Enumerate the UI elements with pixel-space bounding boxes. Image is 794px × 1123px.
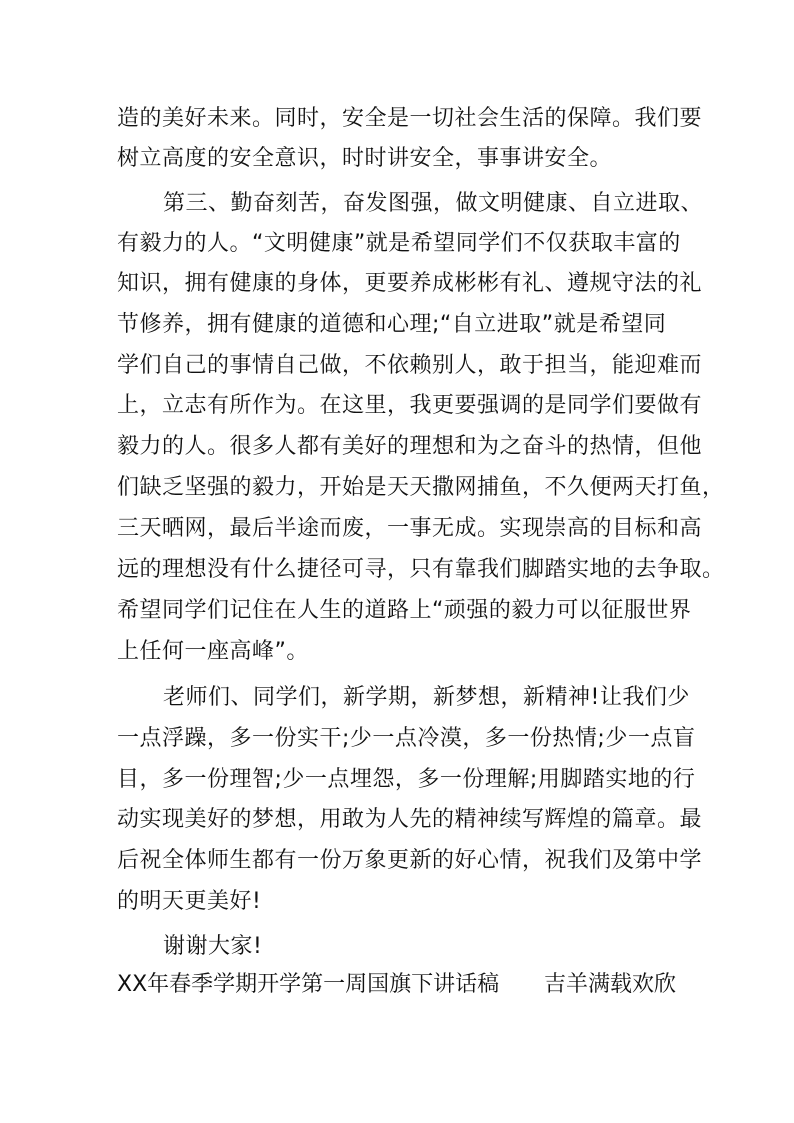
text-line-2: 树立高度的安全意识，时时讲安全，事事讲安全。 xyxy=(117,146,613,171)
text-line-4: 有毅力的人。“文明健康”就是希望同学们不仅获取丰富的 xyxy=(117,231,681,256)
text-line-1: 造的美好未来。同时，安全是一切社会生活的保障。我们要 xyxy=(117,106,703,131)
text-line-12: 远的理想没有什么捷径可寻，只有靠我们脚踏实地的去争取。 xyxy=(117,557,725,582)
text-line-3: 第三、勤奋刻苦，奋发图强，做文明健康、自立进取、 xyxy=(163,191,704,216)
text-line-14: 上任何一座高峰”。 xyxy=(117,639,309,664)
text-line-8: 上，立志有所作为。在这里，我更要强调的是同学们要做有 xyxy=(117,393,703,418)
text-line-20: 的明天更美好! xyxy=(117,889,262,914)
text-line-7: 学们自己的事情自己做，不依赖别人，敢于担当，能迎难而 xyxy=(117,353,703,378)
text-line-15: 老师们、同学们，新学期，新梦想，新精神!让我们少 xyxy=(163,685,690,710)
text-line-21: 谢谢大家! xyxy=(163,934,263,959)
text-line-19: 后祝全体师生都有一份万象更新的好心情，祝我们及第中学 xyxy=(117,848,703,873)
text-line-10: 们缺乏坚强的毅力，开始是天天撒网捕鱼，不久便两天打鱼， xyxy=(117,475,725,500)
text-line-18: 动实现美好的梦想，用敢为人先的精神续写辉煌的篇章。最 xyxy=(117,807,703,832)
text-line-16: 一点浮躁，多一份实干;少一点冷漠，多一份热情;少一点盲 xyxy=(117,726,696,751)
text-line-17: 目，多一份理智;少一点埋怨，多一份理解;用脚踏实地的行 xyxy=(117,767,696,792)
text-line-5: 知识，拥有健康的身体，更要养成彬彬有礼、遵规守法的礼 xyxy=(117,271,703,296)
text-line-6: 节修养，拥有健康的道德和心理;“自立进取”就是希望同 xyxy=(117,312,667,337)
text-line-9: 毅力的人。很多人都有美好的理想和为之奋斗的热情，但他 xyxy=(117,434,703,459)
text-line-11: 三天晒网，最后半途而废，一事无成。实现崇高的目标和高 xyxy=(117,516,703,541)
document-title-line: XX年春季学期开学第一周国旗下讲话稿 xyxy=(117,972,500,997)
document-tagline: 吉羊满载欢欣 xyxy=(544,972,677,997)
text-line-13: 希望同学们记住在人生的道路上“顽强的毅力可以征服世界 xyxy=(117,598,692,623)
